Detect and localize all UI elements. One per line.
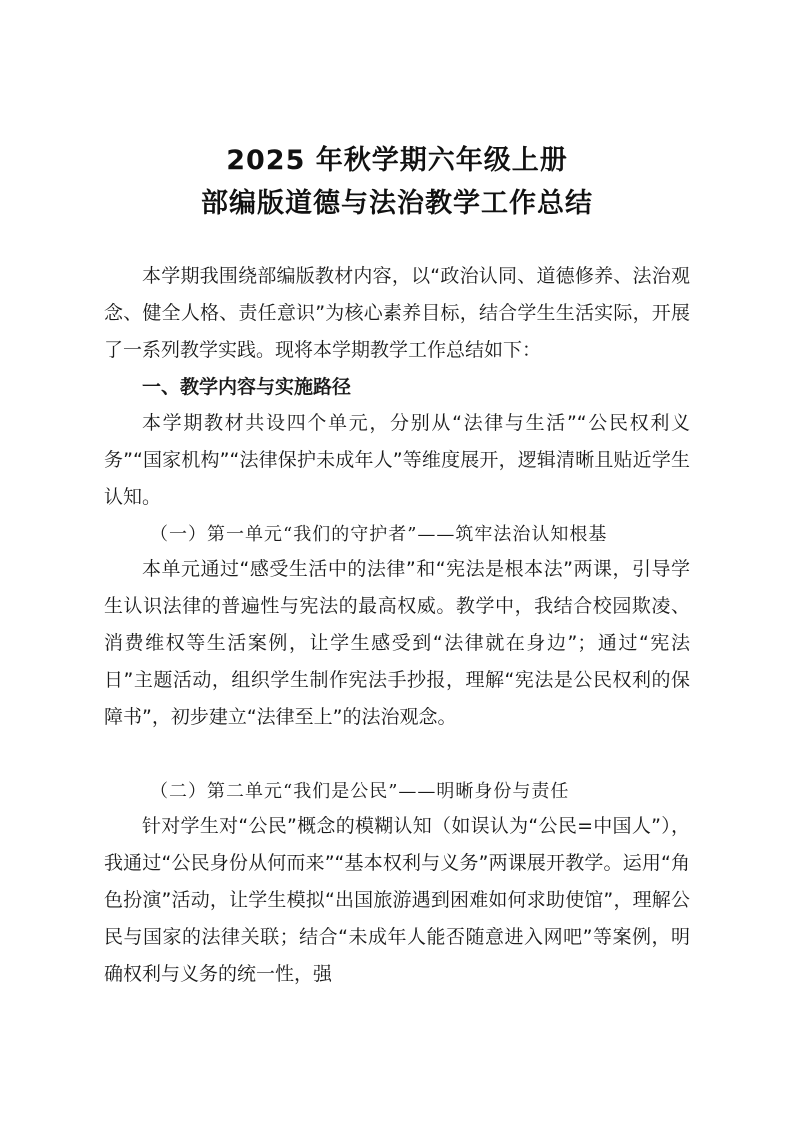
section-1-heading: 一、教学内容与实施路径	[142, 376, 352, 398]
intro-paragraph: 本学期我围绕部编版教材内容，以“政治认同、道德修养、法治观念、健全人格、责任意识”为核心素养目标，结合学生生活实际，开展了一系列教学实践。现将本学期教学工作总结如下：	[104, 265, 690, 361]
unit-2-paragraph: 针对学生对“公民”概念的模糊认知（如误认为“公民=中国人”），我通过“公民身份从何而来”“基本权利与义务”两课展开教学。运用“角色扮演”活动，让学生模拟“出国旅游遇到困难如何求助使馆”，理解公民与国家的法律关联；结合“未成年人能否随意进入网吧”等案例，明确权利与义务的统一性，强	[104, 815, 690, 985]
unit-1-heading: （一）第一单元“我们的守护者”——筑牢法治认知根基	[150, 524, 608, 545]
section-1-intro-paragraph: 本学期教材共设四个单元，分别从“法律与生活”“公民权利义务”“国家机构”“法律保护未成年人”等维度展开，逻辑清晰且贴近学生认知。	[104, 412, 690, 508]
document-title-line-1: 2025 年秋学期六年级上册	[226, 145, 568, 176]
document-title-line-2: 部编版道德与法治教学工作总结	[201, 188, 593, 219]
unit-2-heading: （二）第二单元“我们是公民”——明晰身份与责任	[150, 781, 570, 802]
unit-1-paragraph: 本单元通过“感受生活中的法律”和“宪法是根本法”两课，引导学生认识法律的普遍性与宪法的最高权威。教学中，我结合校园欺凌、消费维权等生活案例，让学生感受到“法律就在身边”；通过“宪法日”主题活动，组织学生制作宪法手抄报，理解“宪法是公民权利的保障书”，初步建立“法律至上”的法治观念。	[104, 558, 690, 728]
